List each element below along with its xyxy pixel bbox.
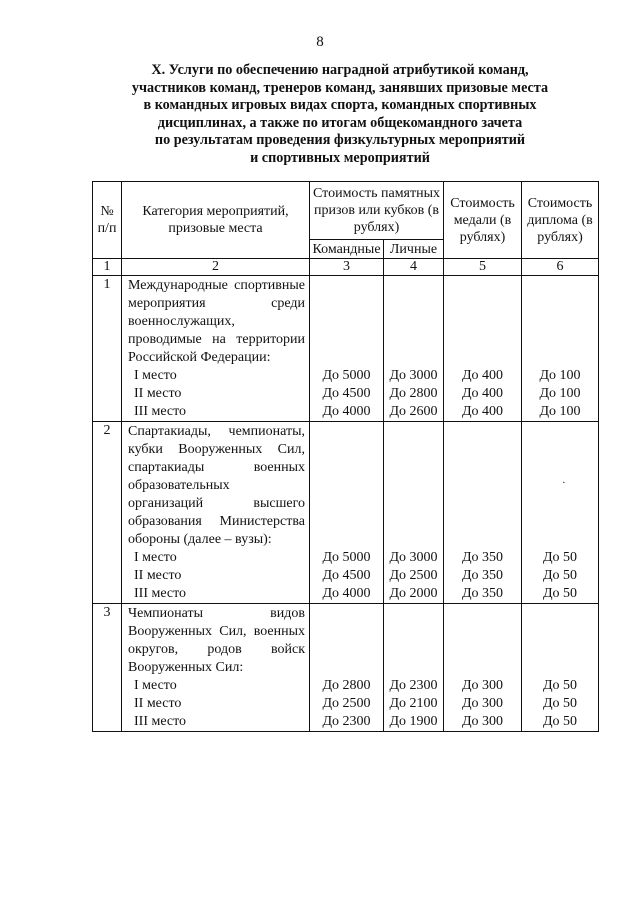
table-row <box>93 604 599 732</box>
heading-line: в командных игровых видах спорта, командных спортивных <box>143 97 537 114</box>
team-prize-value: До 2500 <box>322 696 371 711</box>
team-prize-value: До 4500 <box>322 568 371 583</box>
medal-value: До 300 <box>461 714 504 729</box>
personal-prize-value: До 3000 <box>389 368 438 383</box>
personal-prize-value: До 2300 <box>389 678 438 693</box>
diploma-value: До 50 <box>542 714 578 729</box>
category-cell <box>122 422 310 604</box>
diploma-value: До 100 <box>539 404 581 419</box>
header-prizes: Стоимость памятных призов или кубков (в рублях) <box>310 182 444 240</box>
row-number: 3 <box>93 604 122 732</box>
place-label: II место <box>134 696 182 711</box>
column-number: 6 <box>522 259 599 276</box>
place-label: III место <box>134 714 187 729</box>
medal-cell <box>444 422 522 604</box>
personal-prize-value: До 2100 <box>389 696 438 711</box>
personal-prize-cell <box>384 604 444 732</box>
medal-value: До 350 <box>461 568 504 583</box>
category-description: Чемпионаты видов Вооруженных Сил, военных округов, родов войск Вооруженных Сил: <box>128 606 305 675</box>
table-row <box>93 422 599 604</box>
header-num: № п/п <box>93 182 122 259</box>
place-label: I место <box>134 678 177 693</box>
medal-value: До 400 <box>461 404 504 419</box>
heading-line: X. Услуги по обеспечению наградной атрибутикой команд, <box>151 62 529 78</box>
place-label: III место <box>134 586 187 601</box>
diploma-value: До 50 <box>542 586 578 601</box>
category-description: Спартакиады, чемпионаты, кубки Вооруженных Сил, спартакиады военных образовательных организаций высшего образования Министерства обороны (далее – вузы): <box>128 424 305 547</box>
team-prize-value: До 5000 <box>322 550 371 565</box>
row-number: 2 <box>93 422 122 604</box>
place-label: II место <box>134 568 182 583</box>
stray-dot-mark: · <box>562 477 566 489</box>
heading-line: и спортивных мероприятий <box>250 149 430 166</box>
medal-cell <box>444 276 522 422</box>
place-label: III место <box>134 404 187 419</box>
medal-cell <box>444 604 522 732</box>
column-number: 1 <box>93 259 122 276</box>
column-number-row <box>93 259 599 276</box>
personal-prize-value: До 2000 <box>389 586 438 601</box>
personal-prize-value: До 2800 <box>389 386 438 401</box>
team-prize-value: До 4500 <box>322 386 371 401</box>
diploma-value: До 50 <box>542 568 578 583</box>
medal-value: До 400 <box>461 368 504 383</box>
team-prize-cell <box>310 422 384 604</box>
table-row <box>93 276 599 422</box>
header-category: Категория мероприятий, призовые места <box>122 182 310 259</box>
place-label: I место <box>134 368 177 383</box>
personal-prize-value: До 2500 <box>389 568 438 583</box>
medal-value: До 350 <box>461 586 504 601</box>
page-number: 8 <box>316 34 324 50</box>
diploma-value: До 50 <box>542 696 578 711</box>
diploma-cell <box>522 422 599 604</box>
header-medal: Стоимость медали (в рублях) <box>444 182 522 259</box>
category-description: Международные спортивные мероприятия среди военнослужащих, проводимые на территории Российской Федерации: <box>128 278 305 365</box>
place-label: I место <box>134 550 177 565</box>
team-prize-value: До 4000 <box>322 404 371 419</box>
diploma-value: До 50 <box>542 678 578 693</box>
diploma-value: До 50 <box>542 550 578 565</box>
heading-line: дисциплинах, а также по итогам общекомандного зачета <box>157 114 523 131</box>
team-prize-value: До 2300 <box>322 714 371 729</box>
column-number: 5 <box>444 259 522 276</box>
column-number: 4 <box>384 259 444 276</box>
category-cell <box>122 604 310 732</box>
category-cell <box>122 276 310 422</box>
medal-value: До 300 <box>461 678 504 693</box>
diploma-value: До 100 <box>539 386 581 401</box>
team-prize-cell <box>310 604 384 732</box>
personal-prize-value: До 2600 <box>389 404 438 419</box>
team-prize-value: До 5000 <box>322 368 371 383</box>
medal-value: До 300 <box>461 696 504 711</box>
team-prize-value: До 2800 <box>322 678 371 693</box>
diploma-cell <box>522 276 599 422</box>
personal-prize-cell <box>384 276 444 422</box>
personal-prize-value: До 1900 <box>389 714 438 729</box>
heading-line: по результатам проведения физкультурных мероприятий <box>154 132 526 149</box>
prize-cost-table <box>92 181 599 732</box>
medal-value: До 350 <box>461 550 504 565</box>
team-prize-cell <box>310 276 384 422</box>
place-label: II место <box>134 386 182 401</box>
row-number: 1 <box>93 276 122 422</box>
column-number: 3 <box>310 259 384 276</box>
column-number: 2 <box>122 259 310 276</box>
header-diploma: Стоимость диплома (в рублях) <box>522 182 599 259</box>
header-team: Командные <box>310 240 384 259</box>
personal-prize-value: До 3000 <box>389 550 438 565</box>
team-prize-value: До 4000 <box>322 586 371 601</box>
diploma-cell <box>522 604 599 732</box>
diploma-value: До 100 <box>539 368 581 383</box>
personal-prize-cell <box>384 422 444 604</box>
heading-line: участников команд, тренеров команд, занявших призовые места <box>131 79 549 96</box>
table-header-row <box>93 182 599 240</box>
header-personal: Личные <box>384 240 444 259</box>
medal-value: До 400 <box>461 386 504 401</box>
section-heading <box>110 62 570 168</box>
